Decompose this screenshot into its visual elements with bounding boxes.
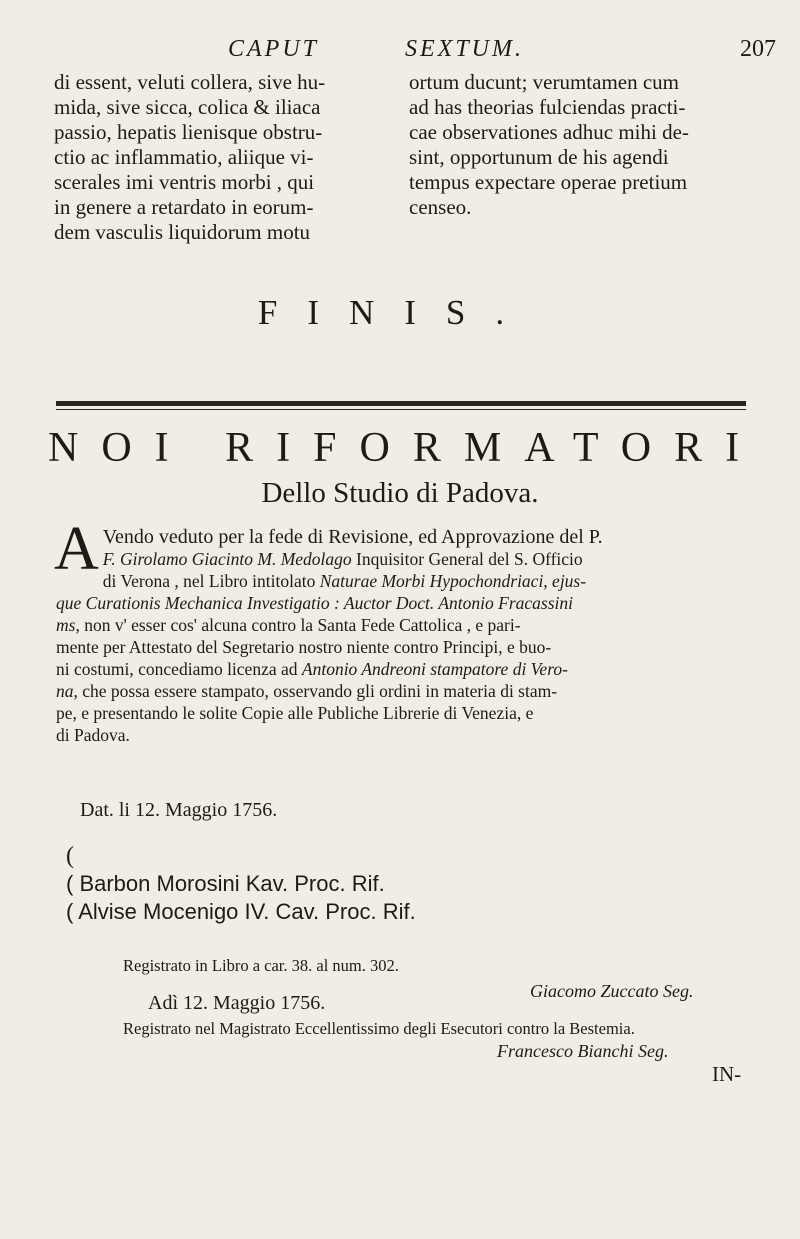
text-line <box>56 548 756 570</box>
registration-date: Adì 12. Maggio 1756. <box>148 992 326 1014</box>
running-head-right: SEXTUM. <box>405 36 524 62</box>
section-subtitle: Dello Studio di Padova. <box>261 477 539 509</box>
running-head-left: CAPUT <box>228 36 320 62</box>
dropcap: A <box>54 515 99 583</box>
text-line: scerales imi ventris morbi , qui <box>54 170 315 194</box>
text-column-left <box>54 70 329 245</box>
text-line: in genere a retardato in eorum- <box>54 195 314 219</box>
signature-line: ( Alvise Mocenigo IV. Cav. Proc. Rif. <box>66 899 416 924</box>
text-fragment: , non v' esser cos' alcuna contro la Santa Fede Cattolica , e pari- <box>75 615 521 635</box>
catchword: IN- <box>712 1062 742 1086</box>
text-line: censeo. <box>409 195 472 219</box>
text-line <box>56 570 756 592</box>
section-heading: NOI RIFORMATORI <box>48 425 763 471</box>
text-line <box>56 680 756 702</box>
text-line: Vendo veduto per la fede di Revisione, ed Approvazione del P. <box>102 526 603 548</box>
divider-rule-thin <box>56 409 746 410</box>
text-line <box>56 658 756 680</box>
text-column-right <box>409 70 689 220</box>
text-line: dem vasculis liquidorum motu <box>54 220 311 244</box>
italic-title: Naturae Morbi Hypochondriaci, ejus- <box>319 571 587 591</box>
text-line: sint, opportunum de his agendi <box>409 145 669 169</box>
page-number: 207 <box>740 36 776 62</box>
divider-rule <box>56 401 746 406</box>
text-line <box>56 592 756 614</box>
secretary-name: Francesco Bianchi Seg. <box>497 1041 669 1061</box>
text-line: tempus expectare operae pretium <box>409 170 688 194</box>
text-line: mente per Attestato del Segretario nostro niente contro Principi, e buo- <box>56 637 552 657</box>
italic-title: que Curationis Mechanica Investigatio : Auctor Doct. Antonio Fracassini <box>56 593 574 613</box>
text-line: passio, hepatis lienisque obstru- <box>54 120 323 144</box>
text-fragment: , che possa essere stampato, osservando gli ordini in materia di stam- <box>73 681 558 701</box>
text-fragment: Inquisitor General del S. Officio <box>351 549 583 569</box>
text-line: cae observationes adhuc mihi de- <box>409 120 689 144</box>
registration-line: Registrato in Libro a car. 38. al num. 302. <box>123 956 399 975</box>
text-line: mida, sive sicca, colica & iliaca <box>54 95 321 119</box>
text-fragment: ni costumi, concediamo licenza ad <box>56 659 302 679</box>
signature-line: ( Barbon Morosini Kav. Proc. Rif. <box>66 871 385 896</box>
text-line: di Padova. <box>56 725 130 745</box>
italic-fragment: ms <box>56 615 76 635</box>
text-line: di essent, veluti collera, sive hu- <box>54 70 326 94</box>
open-paren: ( <box>66 843 74 869</box>
italic-fragment: na <box>56 681 74 701</box>
text-line: pe, e presentando le solite Copie alle Publiche Librerie di Venezia, e <box>56 703 534 723</box>
text-fragment: di Verona , nel Libro intitolato <box>102 571 320 591</box>
license-date: Dat. li 12. Maggio 1756. <box>80 799 278 821</box>
text-line <box>56 614 756 636</box>
text-line: ortum ducunt; verumtamen cum <box>409 70 680 94</box>
running-head <box>0 36 800 66</box>
text-line: ad has theorias fulciendas practi- <box>409 95 686 119</box>
registration-line: Registrato nel Magistrato Eccellentissimo degli Esecutori contro la Bestemia. <box>123 1019 635 1038</box>
secretary-name: Giacomo Zuccato Seg. <box>530 981 694 1001</box>
finis-heading: FINIS. <box>257 293 535 332</box>
italic-name: Antonio Andreoni stampatore di Vero- <box>301 659 568 679</box>
italic-name: F. Girolamo Giacinto M. Medolago <box>102 549 352 569</box>
text-line: ctio ac inflammatio, aliique vi- <box>54 145 314 169</box>
license-text <box>54 515 756 746</box>
